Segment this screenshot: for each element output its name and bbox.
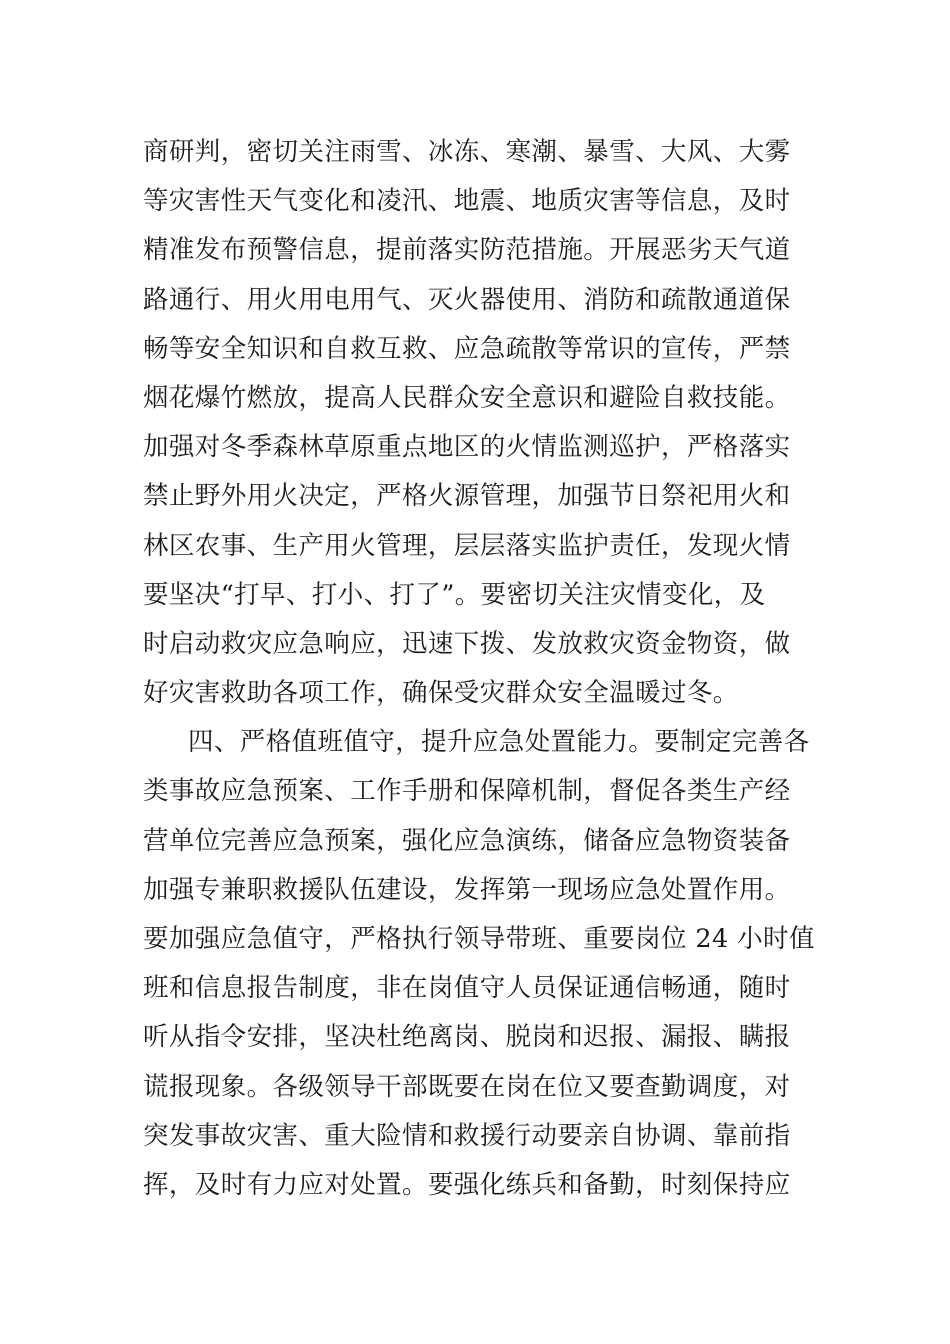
text-line: 挥，及时有力应对处置。要强化练兵和备勤，时刻保持应 [143, 1169, 791, 1200]
text-line: 营单位完善应急预案，强化应急演练，储备应急物资装备 [143, 825, 791, 856]
text-line: 等灾害性天气变化和凌汛、地震、地质灾害等信息，及时 [143, 186, 791, 217]
document-body-text [143, 128, 813, 1210]
section-heading-line: 四、严格值班值守，提升应急处置能力。要制定完善各 [188, 727, 810, 758]
text-line: 要坚决“打早、打小、打了”。要密切关注灾情变化，及 [143, 579, 766, 610]
text-line: 精准发布预警信息，提前落实防范措施。开展恶劣天气道 [143, 235, 791, 266]
text-line: 加强对冬季森林草原重点地区的火情监测巡护，严格落实 [143, 432, 791, 463]
text-line: 时启动救灾应急响应，迅速下拨、发放救灾资金物资，做 [143, 628, 791, 659]
text-line: 班和信息报告制度，非在岗值守人员保证通信畅通，随时 [143, 973, 791, 1004]
text-line: 听从指令安排，坚决杜绝离岗、脱岗和迟报、漏报、瞒报 [143, 1022, 791, 1053]
text-line: 类事故应急预案、工作手册和保障机制，督促各类生产经 [143, 776, 791, 807]
text-line: 畅等安全知识和自救互救、应急疏散等常识的宣传，严禁 [143, 333, 791, 364]
text-line: 路通行、用火用电用气、灭火器使用、消防和疏散通道保 [143, 284, 791, 315]
text-line: 谎报现象。各级领导干部既要在岗在位又要查勤调度，对 [143, 1071, 791, 1102]
text-line: 烟花爆竹燃放，提高人民群众安全意识和避险自救技能。 [143, 382, 791, 413]
text-line: 商研判，密切关注雨雪、冰冻、寒潮、暴雪、大风、大雾 [143, 137, 791, 167]
text-line: 要加强应急值守，严格执行领导带班、重要岗位 24 小时值 [143, 924, 815, 954]
text-line: 加强专兼职救援队伍建设，发挥第一现场应急处置作用。 [143, 874, 791, 905]
text-line: 突发事故灾害、重大险情和救援行动要亲自协调、靠前指 [143, 1120, 791, 1151]
text-line: 林区农事、生产用火管理，层层落实监护责任，发现火情 [143, 530, 791, 561]
text-line: 好灾害救助各项工作，确保受灾群众安全温暖过冬。 [143, 678, 739, 709]
text-line: 禁止野外用火决定，严格火源管理，加强节日祭祀用火和 [143, 481, 791, 512]
